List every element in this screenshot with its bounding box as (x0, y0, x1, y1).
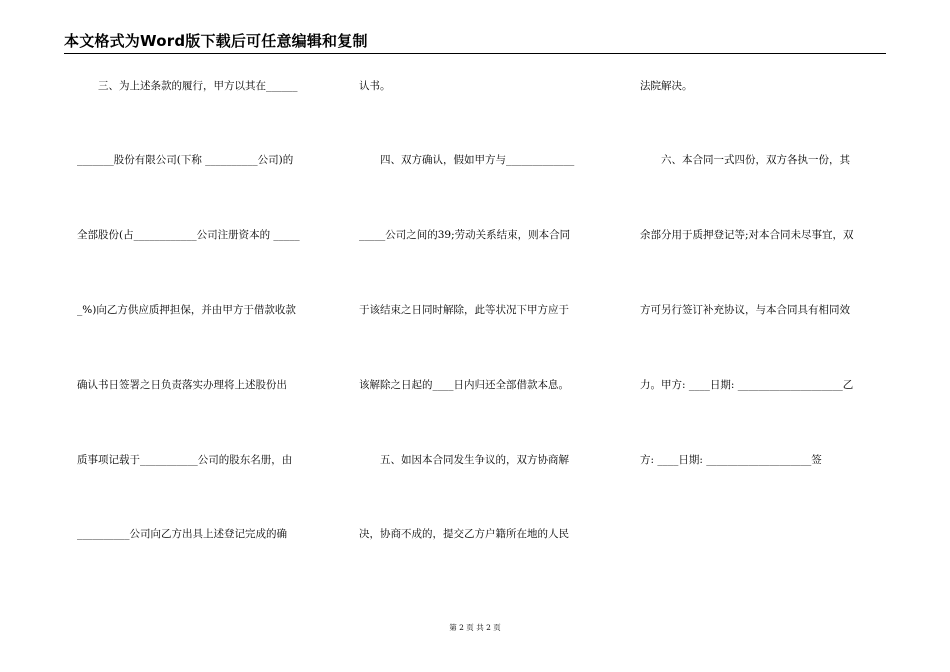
header-title: 本文格式为Word版下载后可任意编辑和复制 (64, 32, 368, 50)
paragraph-line: 力。甲方: ____日期: ____________________乙 (640, 379, 854, 391)
paragraph-line: 法院解决。 (640, 80, 693, 92)
paragraph-line: 全部股份(占____________公司注册资本的 _____ (77, 229, 300, 241)
paragraph-line: 四、双方确认，假如甲方与_____________ (359, 154, 575, 166)
paragraph-line: 质事项记载于___________公司的股东名册，由 (77, 454, 293, 466)
paragraph-line: 方可另行签订补充协议，与本合同具有相同效 (640, 304, 850, 316)
page-number: 第 2 页 共 2 页 (449, 623, 501, 632)
paragraph-line: 三、为上述条款的履行，甲方以其在______ (77, 80, 298, 92)
paragraph-line: 六、本合同一式四份，双方各执一份，其 (640, 154, 850, 166)
paragraph-line: 余部分用于质押登记等;对本合同未尽事宜，双 (640, 229, 854, 241)
page-header (64, 32, 886, 54)
paragraph-line: _____公司之间的39;劳动关系结束，则本合同 (359, 229, 571, 241)
paragraph-line: _%)向乙方供应质押担保，并由甲方于借款收款 (77, 304, 296, 316)
paragraph-line: 五、如因本合同发生争议的，双方协商解 (359, 454, 569, 466)
paragraph-line: 决，协商不成的，提交乙方户籍所在地的人民 (359, 528, 569, 540)
paragraph-line: 于该结束之日同时解除，此等状况下甲方应于 (359, 304, 569, 316)
paragraph-line: 方: ____日期: ____________________签 (640, 454, 822, 466)
paragraph-line: __________公司向乙方出具上述登记完成的确 (77, 528, 287, 540)
paragraph-line: 确认书日签署之日负责落实办理将上述股份出 (77, 379, 287, 391)
paragraph-line: 该解除之日起的____日内归还全部借款本息。 (359, 379, 569, 391)
paragraph-line: 认书。 (359, 80, 391, 92)
paragraph-line: _______股份有限公司(下称 __________公司)的 (77, 154, 294, 166)
